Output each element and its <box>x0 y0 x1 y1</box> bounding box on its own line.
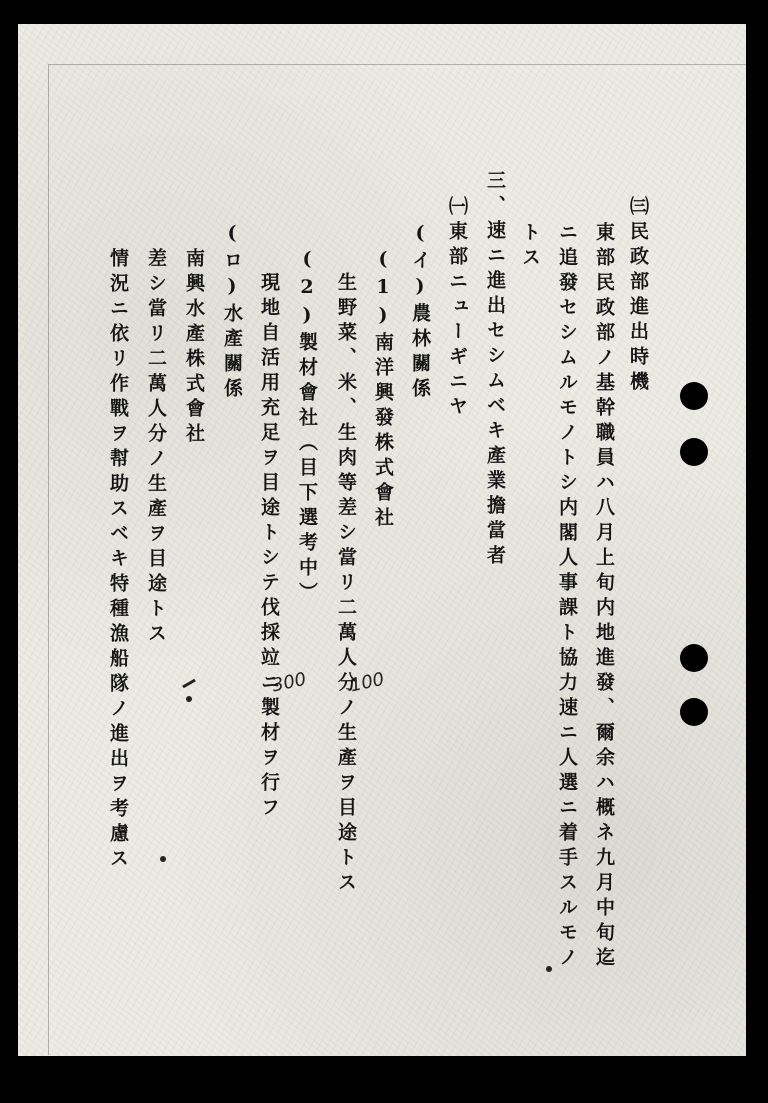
handwritten-mark: 300 <box>270 668 309 697</box>
punch-hole <box>680 698 708 726</box>
item-heading: (2)製材會社（目下選考中） <box>296 248 318 607</box>
punch-hole <box>680 438 708 466</box>
text-line: ニ追發セシムルモノトシ内閣人事課ト協力速ニ人選ニ着手スルモノ <box>556 222 578 972</box>
text-line: 現地自活用充足ヲ目途トシテ伐採竝ニ製材ヲ行フ <box>258 272 280 822</box>
text-line: 情況ニ依リ作戰ヲ幇助スベキ特種漁船隊ノ進出ヲ考慮ス <box>107 248 129 873</box>
ink-dot <box>546 966 552 972</box>
punch-hole <box>680 644 708 672</box>
item-heading: (1)南洋興發株式會社 <box>372 248 394 532</box>
text-line: 差シ當リ二萬人分ノ生產ヲ目途トス <box>145 248 167 648</box>
category-heading: (イ)農林關係 <box>409 222 431 403</box>
subsection-heading: ㈠東部ニューギニヤ <box>446 196 468 421</box>
text-line: 生野菜、米、生肉等差シ當リ二萬人分ノ生產ヲ目途トス <box>335 272 357 897</box>
text-line: 東部民政部ノ基幹職員ハ八月上旬内地進發、爾余ハ概ネ九月中旬迄 <box>593 222 615 972</box>
punch-hole <box>680 382 708 410</box>
section-heading-3: ㈢民政部進出時機 <box>627 196 649 396</box>
handwritten-mark: 100 <box>348 668 387 697</box>
ink-dot <box>160 856 166 862</box>
category-heading: (ロ)水產關係 <box>221 222 243 403</box>
section-heading: 三、速ニ進出セシムベキ產業擔當者 <box>484 170 506 570</box>
ink-dot <box>186 696 192 702</box>
text-line: 南興水產株式會社 <box>183 248 205 448</box>
text-line: トス <box>519 222 541 272</box>
